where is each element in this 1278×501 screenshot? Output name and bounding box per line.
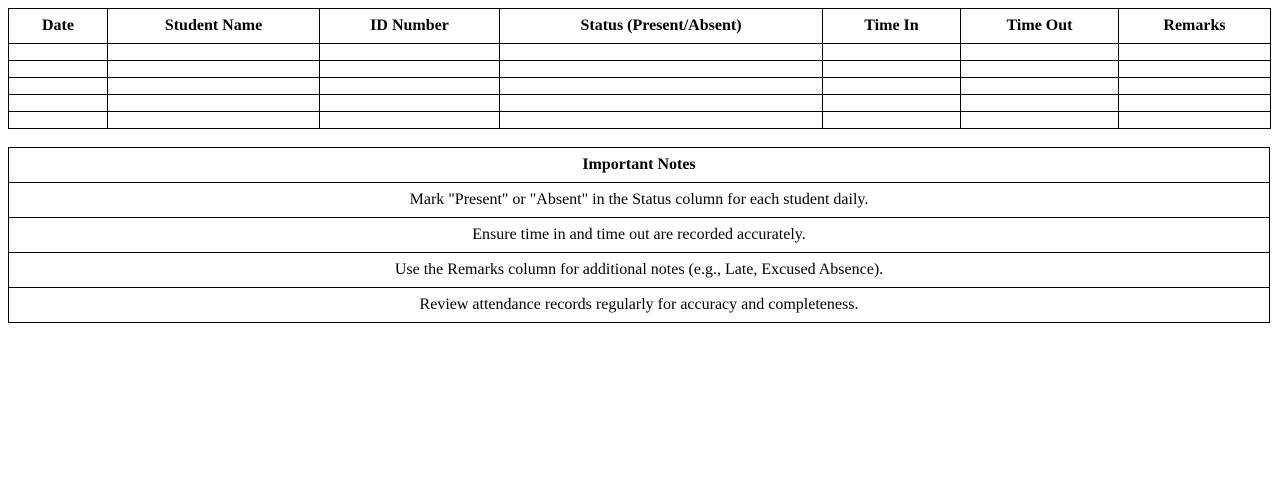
table-cell[interactable] <box>9 112 108 129</box>
table-cell[interactable] <box>823 44 961 61</box>
note-row <box>9 218 1270 253</box>
note-item: Ensure time in and time out are recorded accurately. <box>9 218 1270 253</box>
table-cell[interactable] <box>320 112 500 129</box>
note-item: Use the Remarks column for additional notes (e.g., Late, Excused Absence). <box>9 253 1270 288</box>
column-header-time-out: Time Out <box>961 9 1119 44</box>
table-cell[interactable] <box>961 112 1119 129</box>
table-row <box>9 61 1271 78</box>
note-row <box>9 253 1270 288</box>
column-header-student-name: Student Name <box>108 9 320 44</box>
table-cell[interactable] <box>9 78 108 95</box>
table-cell[interactable] <box>108 61 320 78</box>
table-cell[interactable] <box>500 61 823 78</box>
table-cell[interactable] <box>320 95 500 112</box>
note-item: Mark "Present" or "Absent" in the Status column for each student daily. <box>9 183 1270 218</box>
note-row <box>9 288 1270 323</box>
table-cell[interactable] <box>9 61 108 78</box>
attendance-table <box>8 8 1271 129</box>
table-cell[interactable] <box>961 78 1119 95</box>
table-cell[interactable] <box>108 78 320 95</box>
table-cell[interactable] <box>823 95 961 112</box>
table-cell[interactable] <box>320 78 500 95</box>
table-cell[interactable] <box>1119 95 1271 112</box>
table-cell[interactable] <box>9 44 108 61</box>
table-cell[interactable] <box>1119 112 1271 129</box>
table-cell[interactable] <box>108 95 320 112</box>
note-row <box>9 183 1270 218</box>
column-header-status: Status (Present/Absent) <box>500 9 823 44</box>
table-cell[interactable] <box>500 78 823 95</box>
notes-title: Important Notes <box>9 148 1270 183</box>
notes-table <box>8 147 1270 323</box>
table-row <box>9 95 1271 112</box>
table-cell[interactable] <box>320 61 500 78</box>
table-row <box>9 112 1271 129</box>
table-cell[interactable] <box>320 44 500 61</box>
table-cell[interactable] <box>500 44 823 61</box>
notes-header-row <box>9 148 1270 183</box>
note-item: Review attendance records regularly for accuracy and completeness. <box>9 288 1270 323</box>
table-cell[interactable] <box>1119 61 1271 78</box>
attendance-body <box>9 44 1271 129</box>
column-header-time-in: Time In <box>823 9 961 44</box>
table-cell[interactable] <box>961 95 1119 112</box>
table-cell[interactable] <box>500 112 823 129</box>
column-header-remarks: Remarks <box>1119 9 1271 44</box>
table-cell[interactable] <box>500 95 823 112</box>
table-cell[interactable] <box>9 95 108 112</box>
table-cell[interactable] <box>108 112 320 129</box>
table-cell[interactable] <box>961 44 1119 61</box>
column-header-id-number: ID Number <box>320 9 500 44</box>
header-row <box>9 9 1271 44</box>
column-header-date: Date <box>9 9 108 44</box>
table-cell[interactable] <box>961 61 1119 78</box>
table-cell[interactable] <box>108 44 320 61</box>
table-row <box>9 44 1271 61</box>
table-cell[interactable] <box>823 112 961 129</box>
table-row <box>9 78 1271 95</box>
table-cell[interactable] <box>1119 44 1271 61</box>
table-cell[interactable] <box>823 61 961 78</box>
table-cell[interactable] <box>823 78 961 95</box>
table-cell[interactable] <box>1119 78 1271 95</box>
